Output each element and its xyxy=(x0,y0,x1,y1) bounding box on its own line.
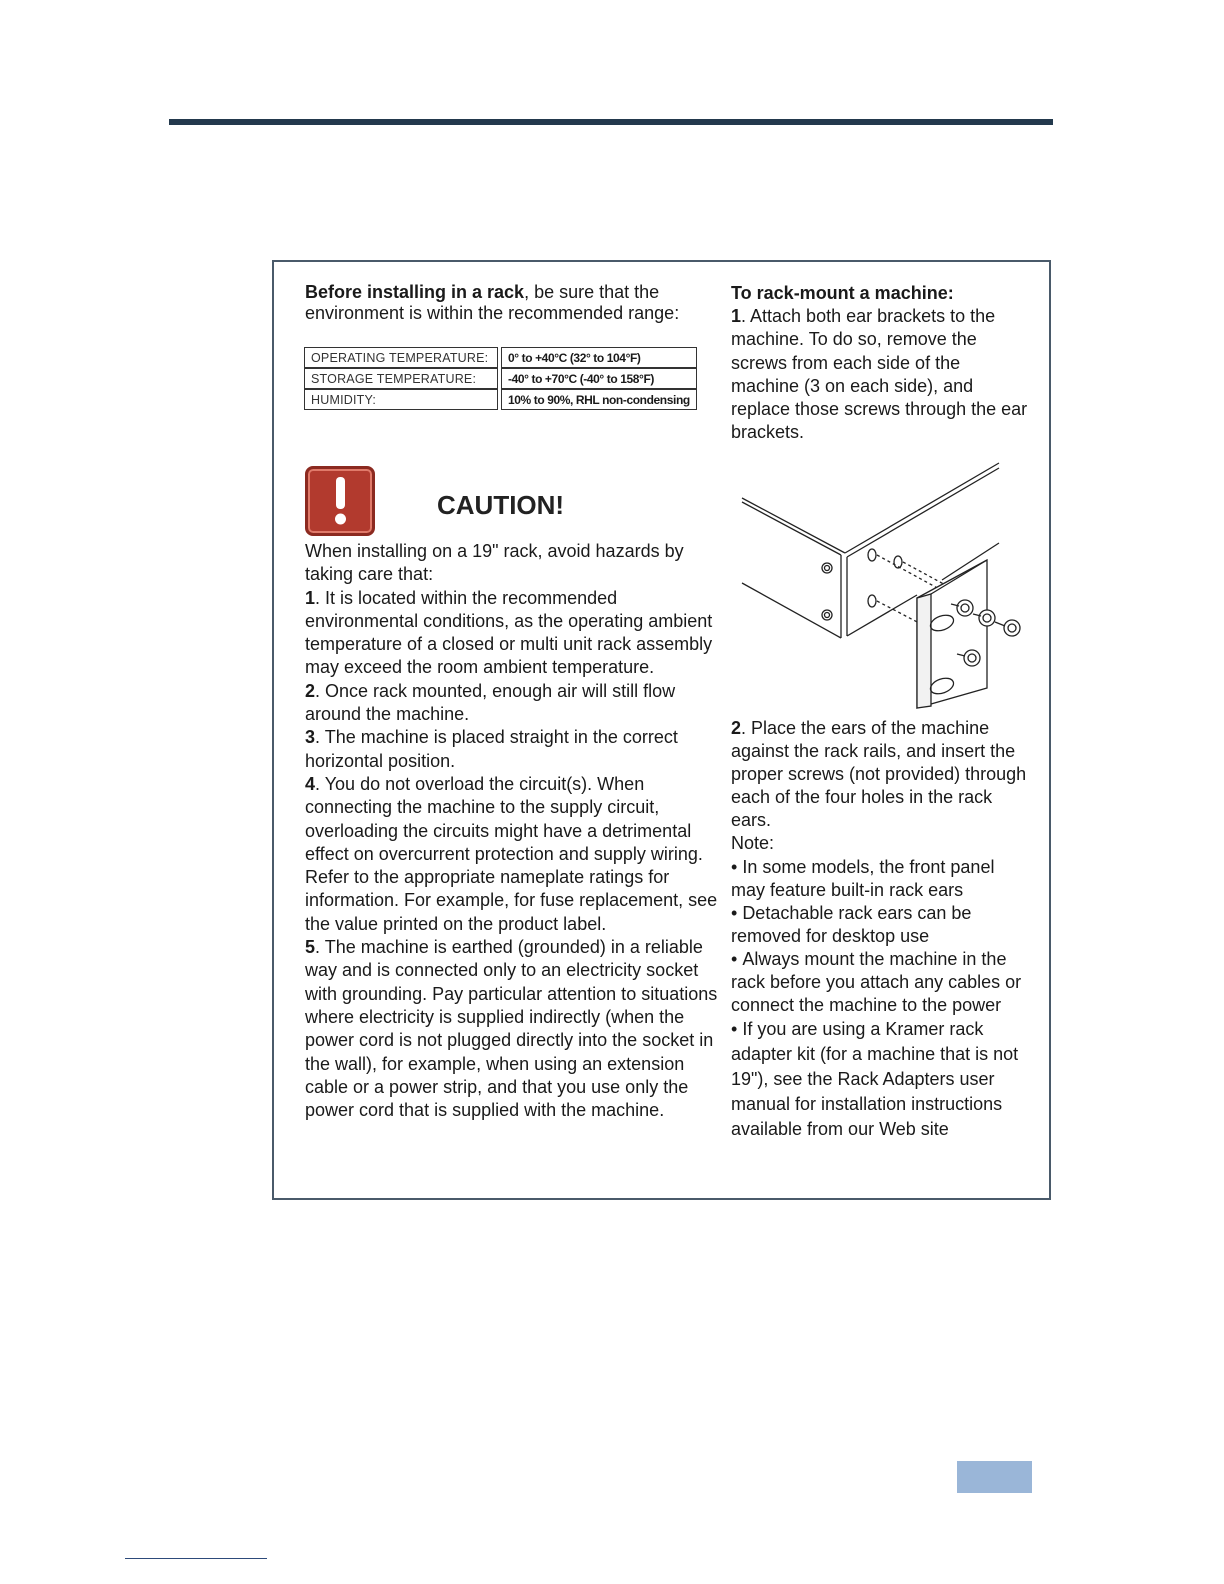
caution-title: CAUTION! xyxy=(437,490,565,520)
footer-rule xyxy=(125,1558,267,1559)
list-item: • In some models, the front panel may feature built-in rack ears xyxy=(731,856,1031,902)
step-number: 2 xyxy=(731,718,742,738)
env-label: OPERATING TEMPERATURE: xyxy=(304,347,498,368)
note-label: Note: xyxy=(731,833,775,854)
right-column-lower xyxy=(731,717,1031,1142)
list-item: • Detachable rack ears can be removed for desktop use xyxy=(731,902,1031,948)
rack-intro-bold: Before installing in a rack xyxy=(305,282,525,302)
step-2 xyxy=(731,717,1031,832)
header-rule xyxy=(169,119,1053,125)
item-text: . Once rack mounted, enough air will still flow around the machine. xyxy=(305,680,676,725)
env-value: 10% to 90%, RHL non-condensing xyxy=(501,389,697,410)
item-number: 1 xyxy=(305,587,316,608)
item-text: . You do not overload the circuit(s). When connecting the machine to the supply circuit, overloading the circuits might have a detrimental effect on overcurrent protection and supply wiring. Refer to the appropriate nameplate ratings for information. For example, for fuse replacement, see the value printed on the product label. xyxy=(305,773,718,934)
item-number: 4 xyxy=(305,773,316,794)
right-column xyxy=(731,282,1031,445)
list-item xyxy=(305,726,720,773)
item-text: . The machine is placed straight in the correct horizontal position. xyxy=(305,727,678,771)
environment-table xyxy=(301,347,700,410)
rack-mount-heading: To rack-mount a machine: xyxy=(731,283,954,303)
table-row xyxy=(304,347,697,368)
caution-intro: When installing on a 19" rack, avoid hazards by taking care that: xyxy=(305,541,684,585)
list-item xyxy=(305,936,720,1122)
rack-intro xyxy=(305,282,720,324)
list-item: • Always mount the machine in the rack before you attach any cables or connect the machine to the power xyxy=(731,948,1031,1017)
item-text: . The machine is earthed (grounded) in a reliable way and is connected only to an electricity socket with grounding. Pay particular attention to situations where electricity is supplied indirectly (when the power cord is not plugged directly into the socket in the wall), for example, when using an extension cable or a power strip, and that you use only the power cord that is supplied with the machine. xyxy=(305,937,718,1121)
rack-intro-rest: , be sure that the environment is within the recommended range: xyxy=(305,282,680,323)
step-number: 1 xyxy=(731,306,742,326)
list-item xyxy=(305,680,720,727)
env-value: -40° to +70°C (-40° to 158°F) xyxy=(501,368,697,389)
left-column xyxy=(305,282,720,324)
step-1 xyxy=(731,305,1031,445)
list-item xyxy=(305,587,720,680)
item-text: . It is located within the recommended environmental conditions, as the operating ambient temperature of a closed or multi unit rack assembly may exceed the room ambient temperature. xyxy=(305,587,713,678)
rack-ear-diagram xyxy=(737,458,1027,713)
table-row xyxy=(304,368,697,389)
env-label: STORAGE TEMPERATURE: xyxy=(304,368,498,389)
list-item xyxy=(305,773,720,936)
caution-text xyxy=(305,540,720,1122)
caution-exclamation-icon xyxy=(305,466,375,536)
item-number: 2 xyxy=(305,680,316,701)
step-text: . Attach both ear brackets to the machine. To do so, remove the screws from each side of the machine (3 on each side), and replace those screws through the ear brackets. xyxy=(731,306,1028,443)
env-value: 0° to +40°C (32° to 104°F) xyxy=(501,347,697,368)
table-row xyxy=(304,389,697,410)
list-item: • If you are using a Kramer rack adapter kit (for a machine that is not 19"), see the Rack Adapters user manual for installation instructions available from our Web site xyxy=(731,1017,1031,1142)
step-text: . Place the ears of the machine against the rack rails, and insert the proper screws (not provided) through each of the four holes in the rack ears. xyxy=(731,718,1027,831)
page-number-tab xyxy=(957,1461,1032,1493)
item-number: 3 xyxy=(305,727,316,748)
env-label: HUMIDITY: xyxy=(304,389,498,410)
item-number: 5 xyxy=(305,937,316,958)
